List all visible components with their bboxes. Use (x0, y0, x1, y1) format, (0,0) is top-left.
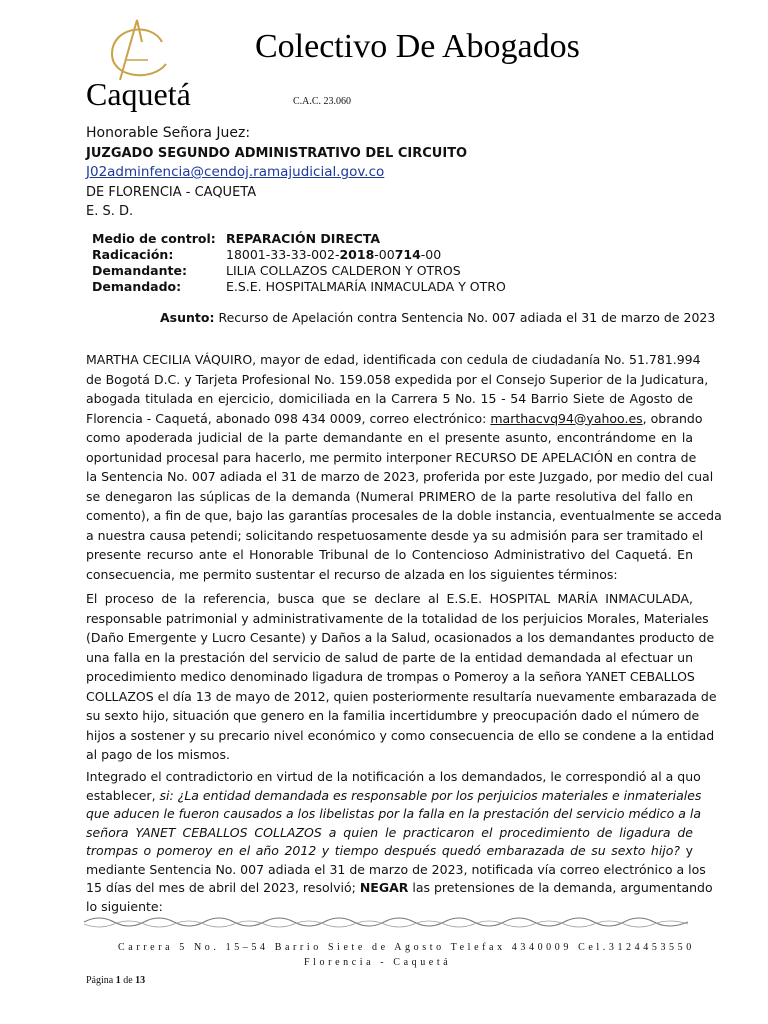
p2-line: COLLAZOS el día 13 de mayo de 2012, quien posteriormente resultaría nuevamente embarazada de (86, 688, 717, 704)
page-current: 1 (115, 975, 121, 986)
p3-l7-bold: NEGAR (359, 880, 409, 895)
p3-line: lo siguiente: (86, 898, 163, 914)
p3-line: mediante Sentencia No. 007 adiada el 31 de marzo de 2023, notificada vía correo electrónico a los (86, 861, 706, 877)
p1-line: como apoderada judicial de la parte demandante en el presente asunto, encontrándome en la (86, 430, 693, 445)
p1-line-email (86, 409, 703, 429)
p3-line (86, 842, 693, 861)
page-of: de (123, 975, 133, 986)
p2-line: una falla en la prestación del servicio de salud de parte de la entidad demandada al efectuar un (86, 649, 693, 665)
salutation: Honorable Señora Juez: (86, 125, 251, 141)
court-name: JUZGADO SEGUNDO ADMINISTRATIVO DEL CIRCUITO (86, 146, 468, 161)
p2-line: (Daño Emergente y Lucro Cesante) y Daños a la Salud, ocasionados a los demandantes producto de (86, 630, 715, 645)
firm-city: Caquetá (86, 76, 191, 112)
esd: E. S. D. (86, 204, 134, 219)
p1-line: consecuencia, me permito sustentar el recurso de alzada en los siguientes términos: (86, 566, 618, 582)
control-label: Medio de control: (92, 231, 216, 246)
paragraph-3 (86, 768, 713, 916)
radicacion-value: 18001-33-33-002-2018-00714-00 (226, 247, 442, 262)
p1-line: se denegaron las súplicas de la demanda (Numeral PRIMERO de la parte resolutiva del fallo en (86, 488, 693, 504)
court-email-line (86, 163, 384, 182)
demandante-value: LILIA COLLAZOS CALDERON Y OTROS (226, 263, 461, 278)
firm-code: C.A.C. 23.060 (293, 96, 352, 107)
demandado-value: E.S.E. HOSPITALMARÍA INMACULADA Y OTRO (226, 279, 506, 294)
p2-line: hijos a sostener y su precario nivel económico y como consecuencia de ello se condene a la entidad (86, 727, 715, 743)
footer-city: Florencia - Caquetá (304, 957, 452, 968)
p2-line: su sexto hijo, situación que genero en la familia incertidumbre y preocupación dado el número de (86, 708, 700, 723)
footer-ornament (84, 912, 688, 932)
p2-line: al pago de los mismos. (86, 747, 230, 762)
asunto-line (160, 310, 715, 325)
p1-line: de Bogotá D.C. y Tarjeta Profesional No. 159.058 expedida por el Consejo Superior de la Judicatura, (86, 371, 709, 387)
page-label: Página (86, 975, 114, 986)
court-city: DE FLORENCIA - CAQUETA (86, 185, 257, 200)
court-email-link[interactable]: J02adminfencia@cendoj.ramajudicial.gov.co (86, 164, 385, 180)
asunto-label: Asunto: (160, 310, 215, 325)
attorney-email-link[interactable]: marthacvq94@yahoo.es (490, 410, 643, 426)
page-number (86, 975, 145, 986)
p2-line: El proceso de la referencia, busca que se declare al E.S.E. HOSPITAL MARÍA INMACULADA, (86, 591, 693, 606)
p1-line4-pre: Florencia - Caquetá, abonado 098 434 0009, correo electrónico: (86, 410, 491, 426)
p1-line: abogada titulada en ejercicio, domiciliada en la Carrera 5 No. 15 - 54 Barrio Siete de Agosto de (86, 391, 693, 406)
p3-l5-post: y (680, 843, 693, 858)
p3-line: que aducen le fueron causados a los libelistas por la falla en la prestación del servicio médico a la (86, 806, 701, 821)
p1-line: a nuestra causa petendi; solicitando respetuosamente desde ya su admisión para ser tramitado el (86, 527, 704, 543)
p1-line: comento), a fin de que, bajo las garantías procesales de la doble instancia, eventualmente se acceda (86, 508, 722, 523)
p1-line: presente recurso ante el Honorable Tribunal de lo Contencioso Administrativo del Caquetá. En (86, 547, 693, 562)
p3-line: señora YANET CEBALLOS COLLAZOS a quien le practicaron el procedimiento de ligadura de (86, 824, 693, 840)
p3-l7-pre: 15 días del mes de abril del 2023, resolvió; (86, 880, 360, 895)
paragraph-1 (86, 350, 722, 584)
p3-l7-post: las pretensiones de la demanda, argumentando (408, 880, 713, 895)
p2-line: responsable patrimonial y administrativamente de la totalidad de los perjuicios Morales, Materiales (86, 610, 709, 626)
p2-line: procedimiento medico denominado ligadura de trompas o Pomeroy a la señora YANET CEBALLOS (86, 669, 695, 684)
asunto-value: Recurso de Apelación contra Sentencia No. 007 adiada el 31 de marzo de 2023 (218, 310, 716, 325)
p3-l5-italic: trompas o pomeroy en el año 2012 y tiempo después quedó embarazada de su sexto hijo? (86, 843, 681, 858)
paragraph-2 (86, 589, 717, 765)
radicacion-label: Radicación: (92, 247, 174, 262)
page-total: 13 (135, 975, 146, 986)
p3-l2-pre: establecer, (86, 787, 160, 803)
demandado-label: Demandado: (92, 279, 182, 294)
p1-line: la Sentencia No. 007 adiada el 31 de marzo de 2023, proferida por este Juzgado, por medio del cual (86, 469, 714, 484)
p3-line (86, 787, 702, 806)
firm-name: Colectivo De Abogados (255, 28, 580, 65)
p3-l2-italic: si: ¿La entidad demandada es responsable por los perjuicios materiales e inmateriales (159, 787, 702, 803)
demandante-label: Demandante: (92, 263, 187, 278)
p1-line4-post: , obrando (642, 410, 703, 426)
p1-line: MARTHA CECILIA VÁQUIRO, mayor de edad, identificada con cedula de ciudadanía No. 51.781.994 (86, 352, 701, 367)
control-value: REPARACIÓN DIRECTA (226, 231, 381, 246)
p1-line: oportunidad procesal para hacerlo, me permito interponer RECURSO DE APELACIÓN en contra de (86, 449, 697, 465)
p3-line (86, 879, 713, 898)
footer-address: Carrera 5 No. 15–54 Barrio Siete de Agosto Telefax 4340009 Cel.3124453550 (118, 942, 695, 953)
p3-line: Integrado el contradictorio en virtud de la notificación a los demandados, le correspondió al a quo (86, 769, 701, 784)
